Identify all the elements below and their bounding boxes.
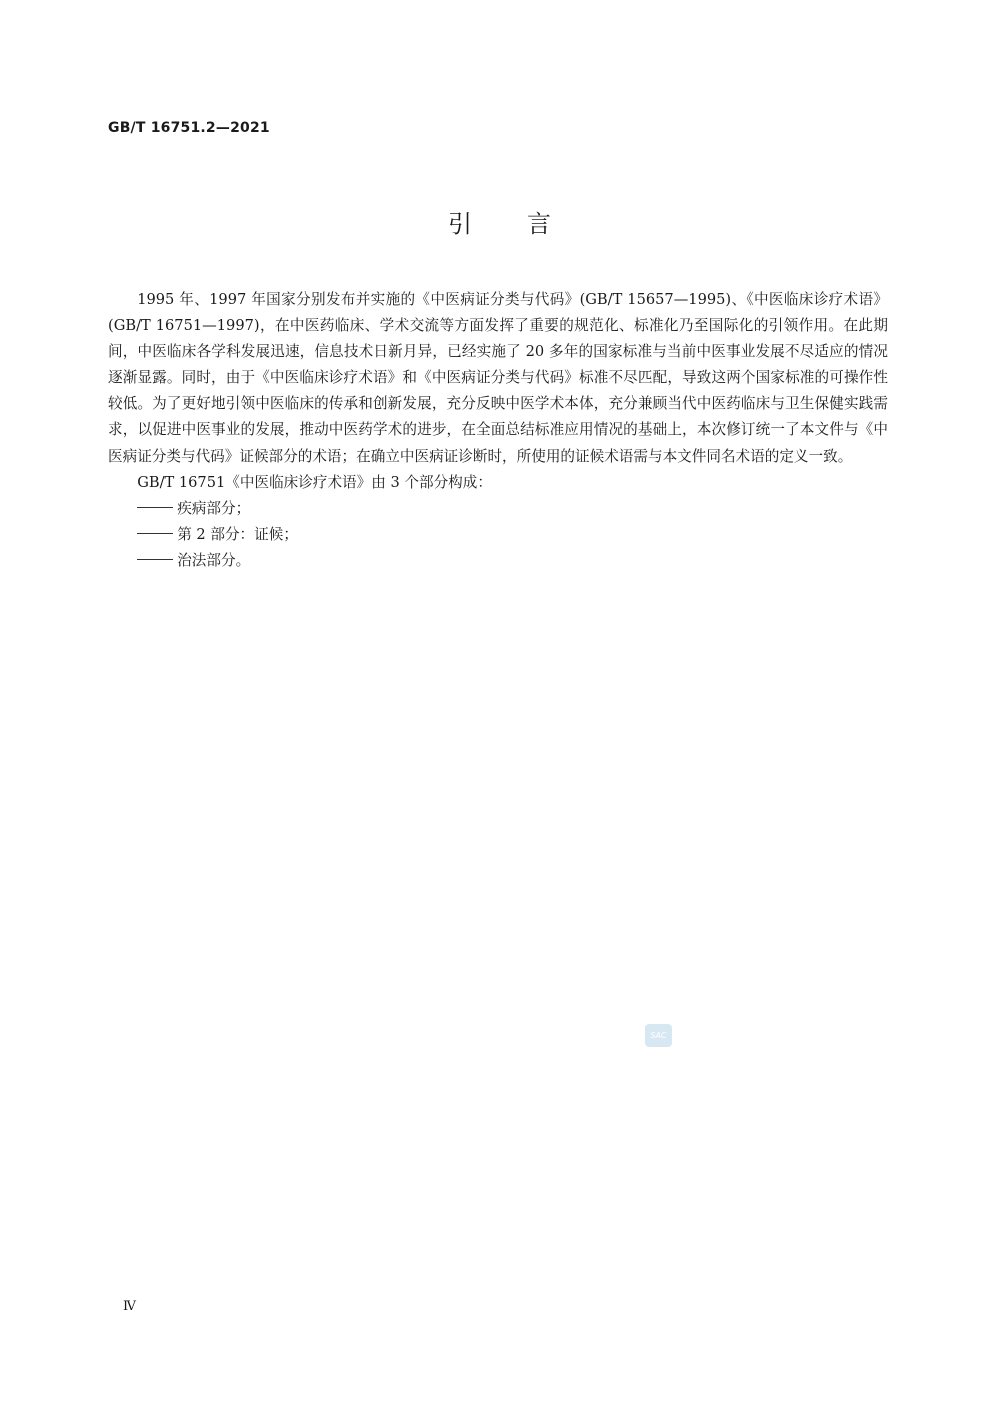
list-item <box>108 548 888 574</box>
dash-icon <box>137 533 173 534</box>
parts-intro-paragraph: GB/T 16751《中医临床诊疗术语》由 3 个部分构成： <box>137 473 492 491</box>
dash-icon <box>137 507 173 508</box>
intro-paragraph: 1995 年、1997 年国家分别发布并实施的《中医病证分类与代码》(GB/T 15657—1995)、《中医临床诊疗术语》(GB/T 16751—1997)，在中医药临床、学术交流等方面发挥了重要的规范化、标准化乃至国际化的引领作用。在此期间，中医临床各学科发展迅速，信息技术日新月异，已经实施了 20 多年的国家标准与当前中医事业发展不尽适应的情况逐渐显露。同时，由于《中医临床诊疗术语》和《中医病证分类与代码》标准不尽匹配，导致这两个国家标准的可操作性较低。为了更好地引领中医临床的传承和创新发展，充分反映中医学术本体，充分兼顾当代中医药临床与卫生保健实践需求，以促进中医事业的发展，推动中医药学术的进步，在全面总结标准应用情况的基础上，本次修订统一了本文件与《中医病证分类与代码》证候部分的术语；在确立中医病证诊断时，所使用的证候术语需与本文件同名术语的定义一致。 <box>108 291 888 465</box>
list-item <box>108 496 888 522</box>
page-number: Ⅳ <box>123 1299 136 1314</box>
dash-icon <box>137 559 173 560</box>
document-id: GB/T 16751.2—2021 <box>108 120 270 136</box>
page-title: 引言 <box>448 210 606 238</box>
list-item-text: 第 2 部分：证候； <box>177 525 298 543</box>
parts-list <box>108 496 888 574</box>
list-item <box>108 522 888 548</box>
sac-watermark-logo: SAC <box>645 1024 672 1047</box>
list-item-text: 治法部分。 <box>177 551 251 569</box>
list-item-text: 疾病部分； <box>177 499 251 517</box>
body-text <box>108 287 888 574</box>
